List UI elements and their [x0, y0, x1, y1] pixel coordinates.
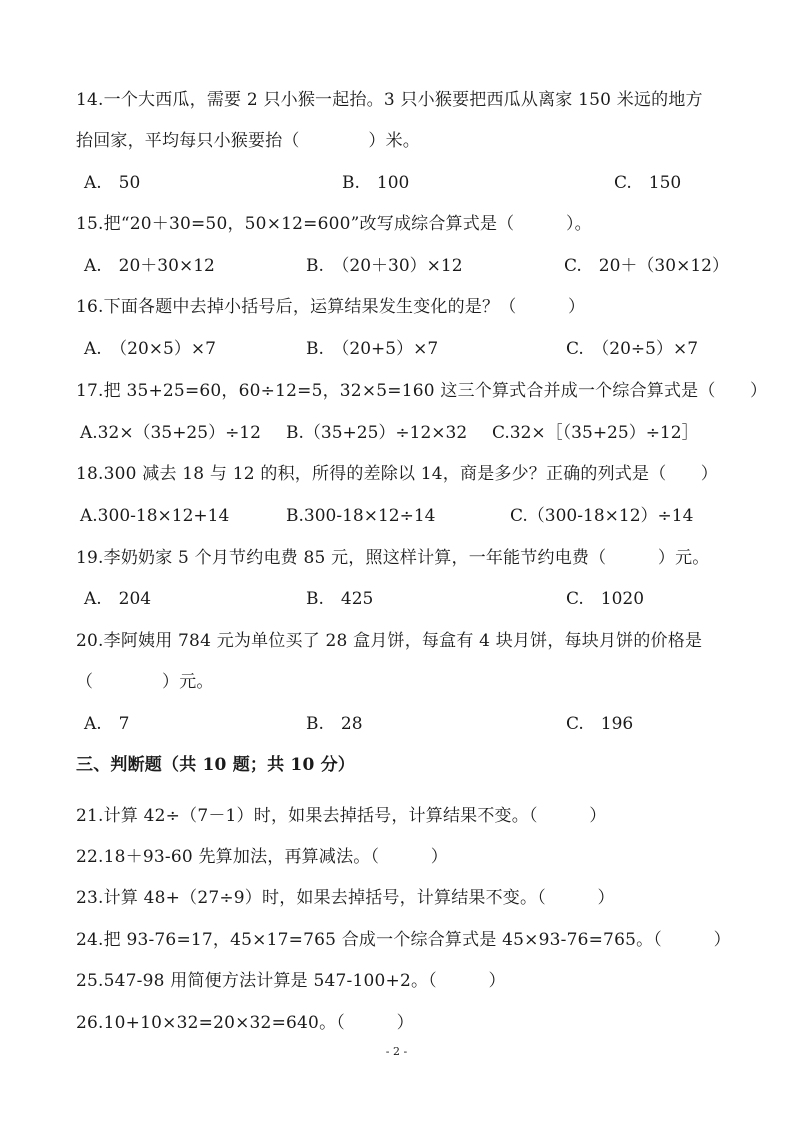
question-16-option-c: C. （20÷5）×7 [566, 339, 699, 359]
question-15-option-b: B. （20＋30）×12 [306, 256, 463, 276]
section-3-title: 三、判断题（共 10 题；共 10 分） [76, 755, 355, 775]
question-23: 23.计算 48+（27÷9）时，如果去掉括号，计算结果不变。（ ） [76, 888, 615, 908]
question-17-option-c: C.32×［（35+25）÷12］ [492, 423, 699, 443]
question-16-option-b: B. （20+5）×7 [306, 339, 439, 359]
question-20-line-2: （ ）元。 [76, 672, 214, 692]
question-14-option-b: B. 100 [342, 173, 410, 193]
question-18-line-1: 18.300 减去 18 与 12 的积，所得的差除以 14，商是多少？正确的列式是（ ） [76, 464, 719, 484]
question-14-option-a: A. 50 [84, 173, 141, 193]
question-17-option-b: B.（35+25）÷12×32 [286, 423, 468, 443]
page-number: - 2 - [385, 1045, 408, 1058]
question-15-line-1: 15.把“20＋30=50，50×12=600”改写成综合算式是（ ）。 [76, 214, 592, 234]
question-24: 24.把 93-76=17，45×17=765 合成一个综合算式是 45×93-76=765。（ ） [76, 930, 731, 950]
question-25: 25.547-98 用简便方法计算是 547-100+2。（ ） [76, 971, 506, 991]
question-20-option-c: C. 196 [566, 714, 634, 734]
question-18-option-c: C.（300-18×12）÷14 [510, 506, 694, 526]
question-22: 22.18＋93-60 先算加法，再算减法。（ ） [76, 847, 448, 867]
question-18-option-a: A.300-18×12+14 [80, 506, 230, 526]
question-26: 26.10+10×32=20×32=640。（ ） [76, 1013, 414, 1033]
question-15-option-c: C. 20＋（30×12） [564, 256, 729, 276]
question-20-option-b: B. 28 [306, 714, 363, 734]
question-19-option-c: C. 1020 [566, 589, 645, 609]
question-16-option-a: A. （20×5）×7 [84, 339, 216, 359]
question-17-option-a: A.32×（35+25）÷12 [80, 423, 261, 443]
question-15-option-a: A. 20＋30×12 [84, 256, 215, 276]
question-20-option-a: A. 7 [84, 714, 130, 734]
question-19-option-a: A. 204 [84, 589, 152, 609]
question-19-option-b: B. 425 [306, 589, 374, 609]
question-14-line-2: 抬回家，平均每只小猴要抬（ ）米。 [76, 131, 420, 151]
question-20-line-1: 20.李阿姨用 784 元为单位买了 28 盒月饼，每盒有 4 块月饼，每块月饼的价格是 [76, 631, 703, 651]
question-17-line-1: 17.把 35+25=60，60÷12=5，32×5=160 这三个算式合并成一个综合算式是（ ） [76, 381, 768, 401]
question-21: 21.计算 42÷（7－1）时，如果去掉括号，计算结果不变。（ ） [76, 806, 607, 826]
question-14-line-1: 14.一个大西瓜，需要 2 只小猴一起抬。3 只小猴要把西瓜从离家 150 米远的地方 [76, 90, 703, 110]
question-19-line-1: 19.李奶奶家 5 个月节约电费 85 元，照这样计算，一年能节约电费（ ）元。 [76, 548, 710, 568]
question-16-line-1: 16.下面各题中去掉小括号后，运算结果发生变化的是？（ ） [76, 297, 586, 317]
question-18-option-b: B.300-18×12÷14 [286, 506, 436, 526]
question-14-option-c: C. 150 [614, 173, 682, 193]
